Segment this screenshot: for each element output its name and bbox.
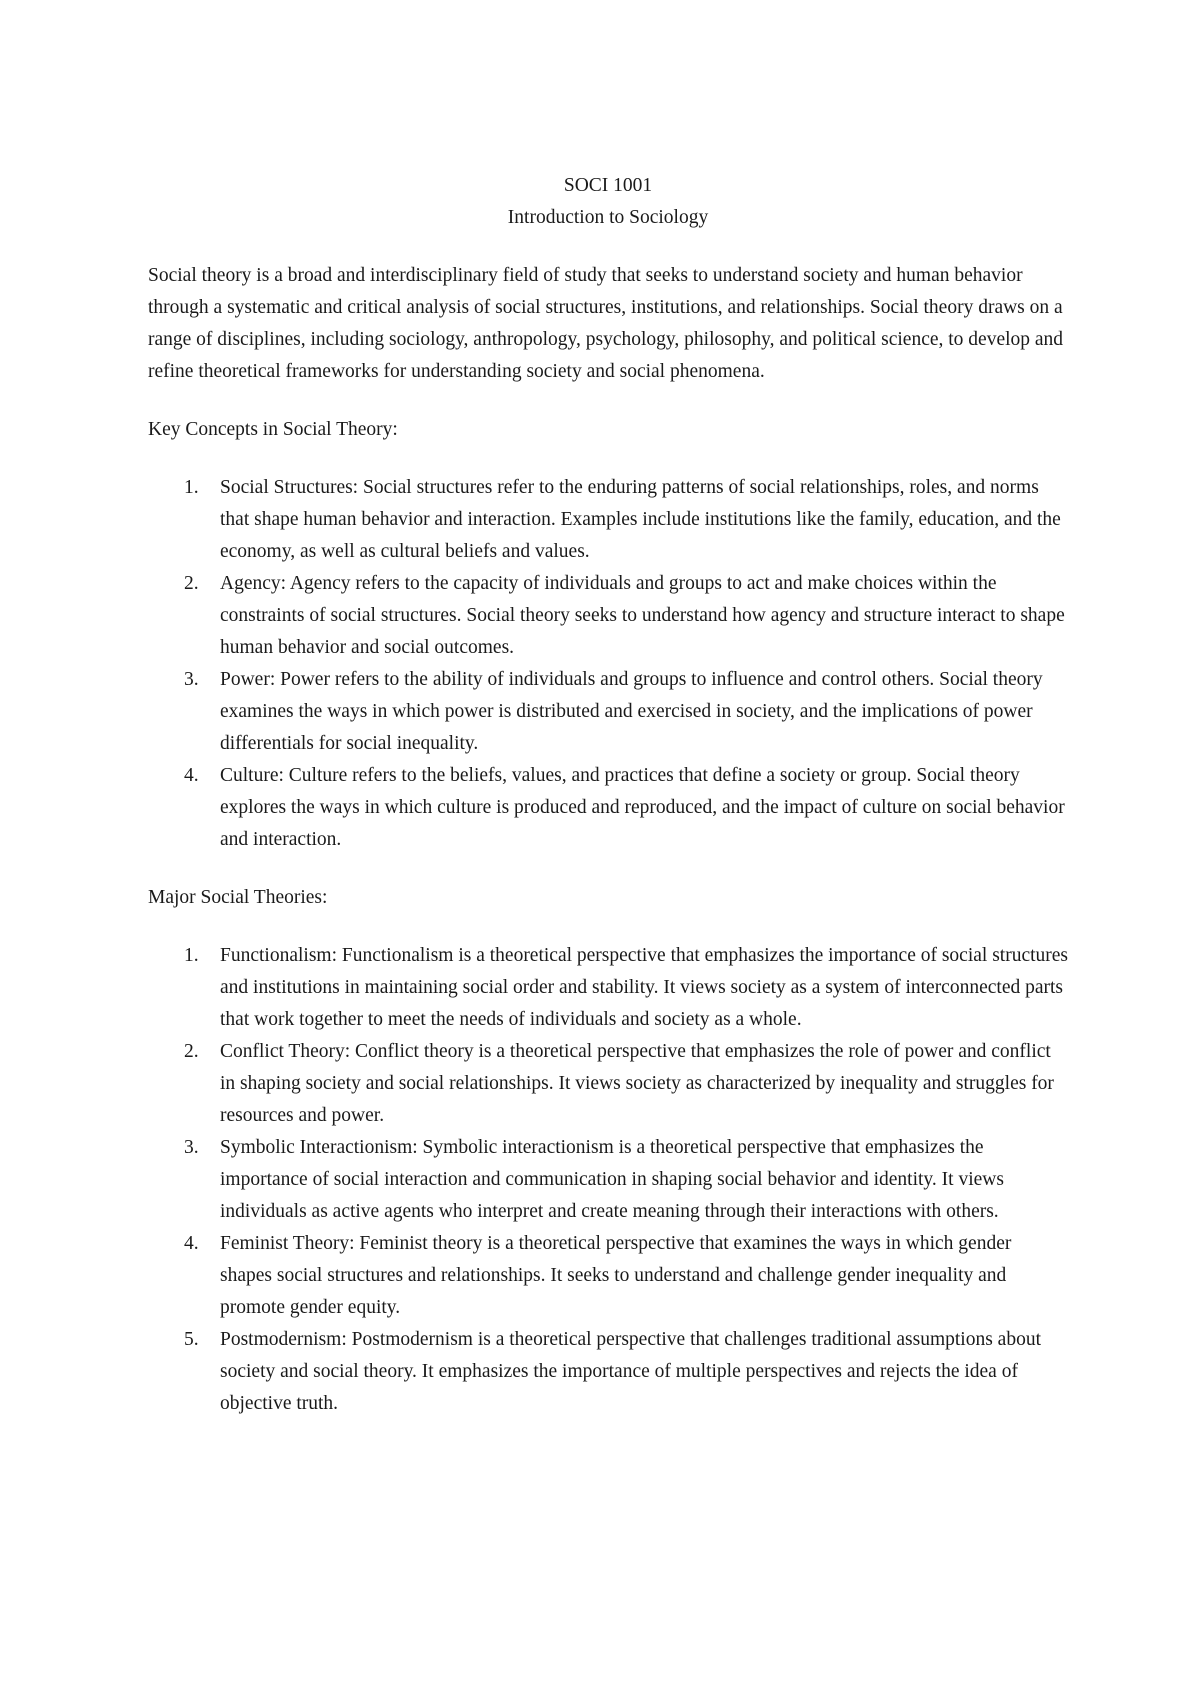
list-item [148,1132,1068,1228]
list-item-number: 4. [184,765,199,786]
list-item-number: 2. [184,573,199,594]
course-code: SOCI 1001 [563,175,653,196]
list-item-number: 1. [184,945,199,966]
list-item-number: 1. [184,477,199,498]
list-item [148,1324,1068,1420]
list-item-text: Symbolic Interactionism: Symbolic interactionism is a theoretical perspective that emphasizes the importance of social interaction and communication in shaping social behavior and identity. It views individuals as active agents who interpret and create meaning through their interactions with others. [220,1137,1004,1222]
list-item-text: Postmodernism: Postmodernism is a theoretical perspective that challenges traditional assumptions about society and social theory. It emphasizes the importance of multiple perspectives and rejects the idea of objective truth. [220,1329,1042,1414]
list-item-text: Agency: Agency refers to the capacity of individuals and groups to act and make choices within the constraints of social structures. Social theory seeks to understand how agency and structure interact to shape human behavior and social outcomes. [220,573,1065,658]
list-item [148,1036,1068,1132]
list-item-text: Social Structures: Social structures refer to the enduring patterns of social relationships, roles, and norms that shape human behavior and interaction. Examples include institutions like the family, education, and the economy, as well as cultural beliefs and values. [220,477,1061,562]
list-item-number: 2. [184,1041,199,1062]
major-theories-list [148,940,1068,1420]
document-header [148,170,1068,234]
key-concepts-heading: Key Concepts in Social Theory: [148,419,398,440]
list-item-text: Conflict Theory: Conflict theory is a theoretical perspective that emphasizes the role of power and conflict in shaping society and social relationships. It views society as characterized by inequality and struggles for resources and power. [220,1041,1054,1126]
list-item [148,1228,1068,1324]
list-item-text: Feminist Theory: Feminist theory is a theoretical perspective that examines the ways in which gender shapes social structures and relationships. It seeks to understand and challenge gender inequality and promote gender equity. [220,1233,1012,1318]
major-theories-heading: Major Social Theories: [148,887,328,908]
list-item-text: Functionalism: Functionalism is a theoretical perspective that emphasizes the importance of social structures and institutions in maintaining social order and stability. It views society as a system of interconnected parts that work together to meet the needs of individuals and society as a whole. [220,945,1069,1030]
course-title: Introduction to Sociology [507,207,709,228]
intro-paragraph: Social theory is a broad and interdisciplinary field of study that seeks to understand society and human behavior through a systematic and critical analysis of social structures, institutions, and relationships. Social theory draws on a range of disciplines, including sociology, anthropology, psychology, philosophy, and political science, to develop and refine theoretical frameworks for understanding society and social phenomena. [148,265,1064,382]
list-item-text: Power: Power refers to the ability of individuals and groups to influence and control others. Social theory examines the ways in which power is distributed and exercised in society, and the implications of power differentials for social inequality. [220,669,1043,754]
list-item-number: 3. [184,669,199,690]
list-item-number: 4. [184,1233,199,1254]
list-item [148,664,1068,760]
list-item-number: 5. [184,1329,199,1350]
list-item [148,940,1068,1036]
list-item-text: Culture: Culture refers to the beliefs, values, and practices that define a society or group. Social theory explores the ways in which culture is produced and reproduced, and the impact of culture on social behavior and interaction. [220,765,1065,850]
document-page [148,170,1068,1420]
list-item [148,568,1068,664]
list-item [148,472,1068,568]
list-item-number: 3. [184,1137,199,1158]
key-concepts-list [148,472,1068,856]
list-item [148,760,1068,856]
